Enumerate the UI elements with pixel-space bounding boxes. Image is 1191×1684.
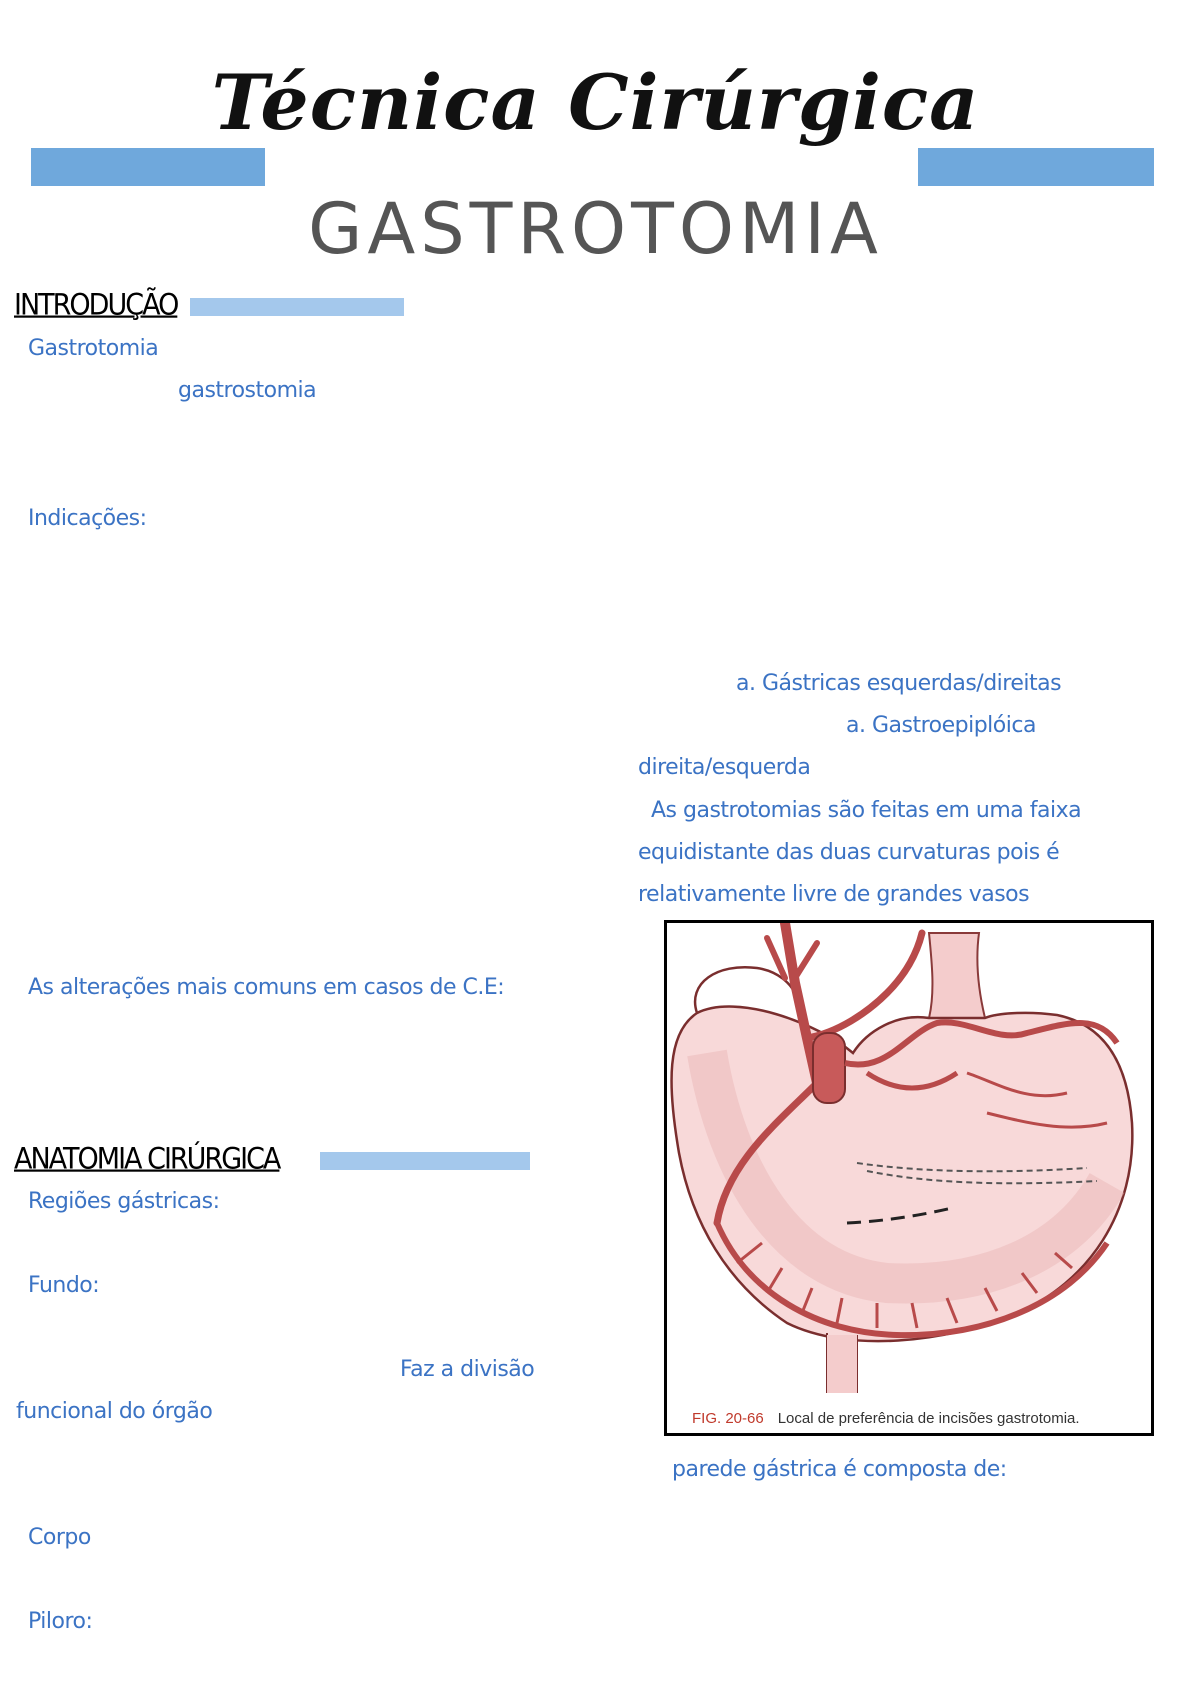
section-heading-introducao: INTRODUÇÃO <box>14 288 178 323</box>
text-arterias-gastricas: a. Gástricas esquerdas/direitas <box>736 671 1062 696</box>
figure-caption-text: Local de preferência de incisões gastrotomia. <box>777 1410 1080 1427</box>
stomach-illustration <box>667 923 1151 1393</box>
figure-caption <box>692 1410 1080 1427</box>
text-corpo: Corpo <box>28 1525 91 1550</box>
figure-number: FIG. 20-66 <box>692 1410 764 1427</box>
page-subtitle: GASTROTOMIA <box>308 188 883 270</box>
header-bar-right <box>918 148 1154 186</box>
text-livre-vasos: relativamente livre de grandes vasos <box>638 882 1030 907</box>
text-gastrotomias-faixa: As gastrotomias são feitas em uma faixa <box>651 798 1082 823</box>
text-piloro: Piloro: <box>28 1609 93 1634</box>
text-indicacoes: Indicações: <box>28 506 147 531</box>
text-regioes-gastricas: Regiões gástricas: <box>28 1189 220 1214</box>
text-direita-esquerda: direita/esquerda <box>638 755 811 780</box>
figure-stomach <box>664 920 1154 1436</box>
text-equidistante: equidistante das duas curvaturas pois é <box>638 840 1060 865</box>
heading-bar-anatomia <box>320 1152 530 1170</box>
section-heading-anatomia: ANATOMIA CIRÚRGICA <box>14 1142 280 1177</box>
header-bar-left <box>31 148 265 186</box>
text-funcional-orgao: funcional do órgão <box>16 1399 213 1424</box>
text-parede-gastrica: parede gástrica é composta de: <box>672 1457 1007 1482</box>
text-arteria-gastroepiploica: a. Gastroepiplóica <box>846 713 1036 738</box>
text-gastrostomia: gastrostomia <box>178 378 317 403</box>
text-fundo: Fundo: <box>28 1273 100 1298</box>
text-alteracoes: As alterações mais comuns em casos de C.E: <box>28 975 505 1000</box>
text-gastrotomia: Gastrotomia <box>28 336 159 361</box>
page-title: Técnica Cirúrgica <box>211 58 980 147</box>
text-faz-divisao: Faz a divisão <box>400 1357 535 1382</box>
heading-bar-introducao <box>190 298 404 316</box>
